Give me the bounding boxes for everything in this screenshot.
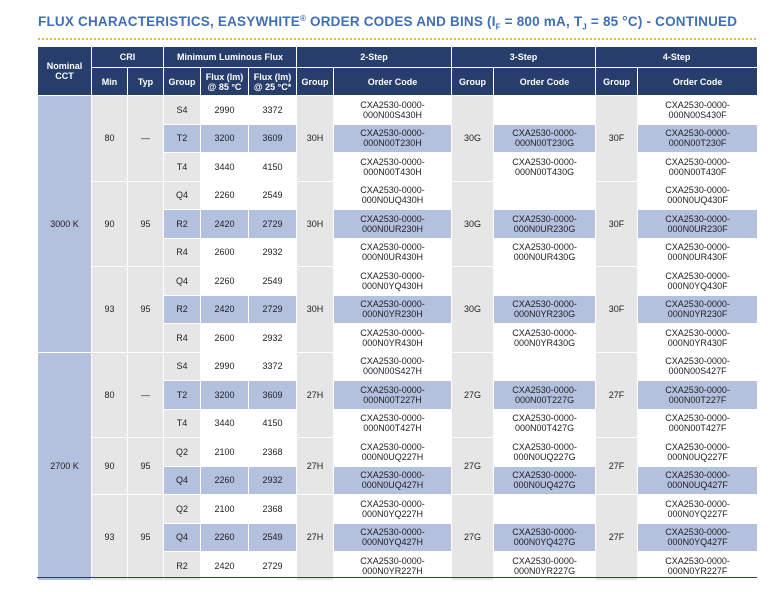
step2-order-code-cell: CXA2530-0000-000N00T230H <box>334 124 452 153</box>
flux-bin-cell: S4 <box>164 352 201 381</box>
flux-85-cell: 3200 <box>201 124 249 153</box>
step4-order-code-cell: CXA2530-0000-000N0UQ227F <box>638 438 758 467</box>
step2-order-code-cell: CXA2530-0000-000N00S427H <box>334 352 452 381</box>
flux-bin-cell: S4 <box>164 96 201 125</box>
flux-bin-cell: R4 <box>164 238 201 267</box>
cri-typ-cell: 95 <box>128 267 164 353</box>
flux-85-cell: 2600 <box>201 238 249 267</box>
flux-25-cell: 2549 <box>249 523 297 552</box>
flux-bin-cell: Q4 <box>164 466 201 495</box>
flux-85-cell: 3200 <box>201 381 249 410</box>
flux-85-cell: 2990 <box>201 352 249 381</box>
table-row <box>38 181 758 210</box>
header-2step-group: Group <box>297 68 334 96</box>
header-cri-typ: Typ <box>128 68 164 96</box>
step4-order-code-cell: CXA2530-0000-000N0YR230F <box>638 295 758 324</box>
flux-25-cell: 3372 <box>249 96 297 125</box>
flux-bin-cell: R4 <box>164 324 201 353</box>
cri-min-cell: 93 <box>92 267 128 353</box>
step2-order-code-cell: CXA2530-0000-000N0UR230H <box>334 210 452 239</box>
header-nominal-cct: Nominal CCT <box>38 47 92 96</box>
cri-typ-cell: 95 <box>128 438 164 495</box>
step3-order-code-cell: CXA2530-0000-000N0YR230G <box>494 295 596 324</box>
flux-bin-cell: Q2 <box>164 438 201 467</box>
step2-order-code-cell: CXA2530-0000-000N0YQ430H <box>334 267 452 296</box>
flux-bin-cell: Q4 <box>164 267 201 296</box>
step2-group-cell: 30H <box>297 267 334 353</box>
step3-order-code-cell: CXA2530-0000-000N00T427G <box>494 409 596 438</box>
table-row <box>38 96 758 125</box>
step2-order-code-cell: CXA2530-0000-000N0YQ227H <box>334 495 452 524</box>
step4-order-code-cell: CXA2530-0000-000N0YQ427F <box>638 523 758 552</box>
step4-order-code-cell: CXA2530-0000-000N0UQ430F <box>638 181 758 210</box>
step2-group-cell: 27H <box>297 495 334 581</box>
flux-bin-cell: Q4 <box>164 523 201 552</box>
step4-order-code-cell: CXA2530-0000-000N00T427F <box>638 409 758 438</box>
step4-group-cell: 27F <box>596 352 638 438</box>
step4-group-cell: 30F <box>596 267 638 353</box>
step3-order-code-cell: CXA2530-0000-000N0UQ427G <box>494 466 596 495</box>
step3-order-code-cell: CXA2530-0000-000N00T430G <box>494 153 596 182</box>
table-body <box>38 96 758 581</box>
step3-order-code-cell <box>494 267 596 296</box>
step4-order-code-cell: CXA2530-0000-000N0UR430F <box>638 238 758 267</box>
flux-25-cell: 2368 <box>249 438 297 467</box>
step2-order-code-cell: CXA2530-0000-000N0YQ427H <box>334 523 452 552</box>
cri-typ-cell: — <box>128 352 164 438</box>
step2-order-code-cell: CXA2530-0000-000N00T227H <box>334 381 452 410</box>
step4-order-code-cell: CXA2530-0000-000N0YR430F <box>638 324 758 353</box>
table-row <box>38 495 758 524</box>
header-4-step: 4-Step <box>596 47 758 68</box>
step2-order-code-cell: CXA2530-0000-000N0YR227H <box>334 552 452 581</box>
step4-order-code-cell: CXA2530-0000-000N0YQ430F <box>638 267 758 296</box>
header-3-step: 3-Step <box>452 47 596 68</box>
step2-group-cell: 30H <box>297 96 334 182</box>
table-row <box>38 438 758 467</box>
header-flux-25: Flux (lm) @ 25 °C* <box>249 68 297 96</box>
flux-bin-cell: T4 <box>164 409 201 438</box>
step2-group-cell: 30H <box>297 181 334 267</box>
flux-25-cell: 3609 <box>249 124 297 153</box>
cri-min-cell: 80 <box>92 96 128 182</box>
flux-85-cell: 2600 <box>201 324 249 353</box>
table-bottom-rule <box>37 577 757 578</box>
step2-order-code-cell: CXA2530-0000-000N0YR230H <box>334 295 452 324</box>
flux-85-cell: 2260 <box>201 267 249 296</box>
flux-85-cell: 2100 <box>201 495 249 524</box>
header-cri: CRI <box>92 47 164 68</box>
flux-85-cell: 2260 <box>201 523 249 552</box>
step3-group-cell: 27G <box>452 438 494 495</box>
step4-order-code-cell: CXA2530-0000-000N0YR227F <box>638 552 758 581</box>
header-2step-order-code: Order Code <box>334 68 452 96</box>
header-min-flux: Minimum Luminous Flux <box>164 47 297 68</box>
step4-order-code-cell: CXA2530-0000-000N00T430F <box>638 153 758 182</box>
nominal-cct-cell: 3000 K <box>38 96 92 353</box>
flux-25-cell: 2368 <box>249 495 297 524</box>
flux-25-cell: 2729 <box>249 552 297 581</box>
flux-25-cell: 4150 <box>249 409 297 438</box>
step3-order-code-cell: CXA2530-0000-000N0UQ227G <box>494 438 596 467</box>
flux-bin-cell: R2 <box>164 210 201 239</box>
cri-typ-cell: — <box>128 96 164 182</box>
step4-group-cell: 27F <box>596 495 638 581</box>
step3-group-cell: 30G <box>452 267 494 353</box>
step2-order-code-cell: CXA2530-0000-000N00S430H <box>334 96 452 125</box>
cri-typ-cell: 95 <box>128 495 164 581</box>
flux-bin-cell: Q4 <box>164 181 201 210</box>
step4-group-cell: 30F <box>596 181 638 267</box>
flux-bin-cell: T2 <box>164 124 201 153</box>
step3-order-code-cell: CXA2530-0000-000N0YR430G <box>494 324 596 353</box>
step3-order-code-cell <box>494 96 596 125</box>
header-cri-min: Min <box>92 68 128 96</box>
header-2-step: 2-Step <box>297 47 452 68</box>
step4-order-code-cell: CXA2530-0000-000N00S430F <box>638 96 758 125</box>
flux-85-cell: 2420 <box>201 295 249 324</box>
nominal-cct-cell: 2700 K <box>38 352 92 580</box>
flux-85-cell: 3440 <box>201 409 249 438</box>
cri-min-cell: 90 <box>92 438 128 495</box>
flux-25-cell: 2729 <box>249 295 297 324</box>
flux-bin-cell: T2 <box>164 381 201 410</box>
step2-order-code-cell: CXA2530-0000-000N0UQ227H <box>334 438 452 467</box>
step4-order-code-cell: CXA2530-0000-000N00T227F <box>638 381 758 410</box>
step2-group-cell: 27H <box>297 352 334 438</box>
flux-bin-cell: T4 <box>164 153 201 182</box>
flux-25-cell: 2932 <box>249 466 297 495</box>
step2-order-code-cell: CXA2530-0000-000N00T427H <box>334 409 452 438</box>
step4-group-cell: 27F <box>596 438 638 495</box>
flux-25-cell: 2549 <box>249 181 297 210</box>
step3-order-code-cell: CXA2530-0000-000N0YQ427G <box>494 523 596 552</box>
title-divider <box>38 38 756 40</box>
step3-order-code-cell <box>494 352 596 381</box>
cri-typ-cell: 95 <box>128 181 164 267</box>
flux-table <box>37 46 758 581</box>
step2-order-code-cell: CXA2530-0000-000N0YR430H <box>334 324 452 353</box>
step3-order-code-cell <box>494 181 596 210</box>
header-flux-85: Flux (lm) @ 85 °C <box>201 68 249 96</box>
step3-order-code-cell: CXA2530-0000-000N0YR227G <box>494 552 596 581</box>
step2-group-cell: 27H <box>297 438 334 495</box>
step2-order-code-cell: CXA2530-0000-000N0UQ427H <box>334 466 452 495</box>
step3-order-code-cell: CXA2530-0000-000N0UR430G <box>494 238 596 267</box>
step3-group-cell: 27G <box>452 352 494 438</box>
step2-order-code-cell: CXA2530-0000-000N0UR430H <box>334 238 452 267</box>
header-3step-order-code: Order Code <box>494 68 596 96</box>
step2-order-code-cell: CXA2530-0000-000N0UQ430H <box>334 181 452 210</box>
step3-order-code-cell: CXA2530-0000-000N0UR230G <box>494 210 596 239</box>
flux-85-cell: 3440 <box>201 153 249 182</box>
step4-order-code-cell: CXA2530-0000-000N00S427F <box>638 352 758 381</box>
header-group: Group <box>164 68 201 96</box>
step4-group-cell: 30F <box>596 96 638 182</box>
step3-group-cell: 30G <box>452 181 494 267</box>
flux-bin-cell: R2 <box>164 552 201 581</box>
step4-order-code-cell: CXA2530-0000-000N0UQ427F <box>638 466 758 495</box>
flux-25-cell: 4150 <box>249 153 297 182</box>
step3-order-code-cell: CXA2530-0000-000N00T227G <box>494 381 596 410</box>
step3-order-code-cell: CXA2530-0000-000N00T230G <box>494 124 596 153</box>
step4-order-code-cell: CXA2530-0000-000N0UR230F <box>638 210 758 239</box>
cri-min-cell: 80 <box>92 352 128 438</box>
flux-85-cell: 2990 <box>201 96 249 125</box>
cri-min-cell: 90 <box>92 181 128 267</box>
flux-bin-cell: R2 <box>164 295 201 324</box>
flux-85-cell: 2420 <box>201 210 249 239</box>
step4-order-code-cell: CXA2530-0000-000N0YQ227F <box>638 495 758 524</box>
flux-85-cell: 2260 <box>201 466 249 495</box>
flux-85-cell: 2420 <box>201 552 249 581</box>
step4-order-code-cell: CXA2530-0000-000N00T230F <box>638 124 758 153</box>
page-title: FLUX CHARACTERISTICS, EASYWHITE® ORDER CODES AND BINS ($I_F = 800$ mA, $T_J = 85$ °C) - CONTINUED <box>38 14 738 32</box>
table-row <box>38 267 758 296</box>
step2-order-code-cell: CXA2530-0000-000N00T430H <box>334 153 452 182</box>
step3-group-cell: 30G <box>452 96 494 182</box>
table-row <box>38 352 758 381</box>
flux-25-cell: 2729 <box>249 210 297 239</box>
step3-group-cell: 27G <box>452 495 494 581</box>
flux-25-cell: 3372 <box>249 352 297 381</box>
cri-min-cell: 93 <box>92 495 128 581</box>
flux-85-cell: 2100 <box>201 438 249 467</box>
step3-order-code-cell <box>494 495 596 524</box>
flux-25-cell: 3609 <box>249 381 297 410</box>
flux-25-cell: 2549 <box>249 267 297 296</box>
header-3step-group: Group <box>452 68 494 96</box>
flux-25-cell: 2932 <box>249 238 297 267</box>
flux-85-cell: 2260 <box>201 181 249 210</box>
flux-25-cell: 2932 <box>249 324 297 353</box>
header-4step-order-code: Order Code <box>638 68 758 96</box>
flux-bin-cell: Q2 <box>164 495 201 524</box>
header-4step-group: Group <box>596 68 638 96</box>
